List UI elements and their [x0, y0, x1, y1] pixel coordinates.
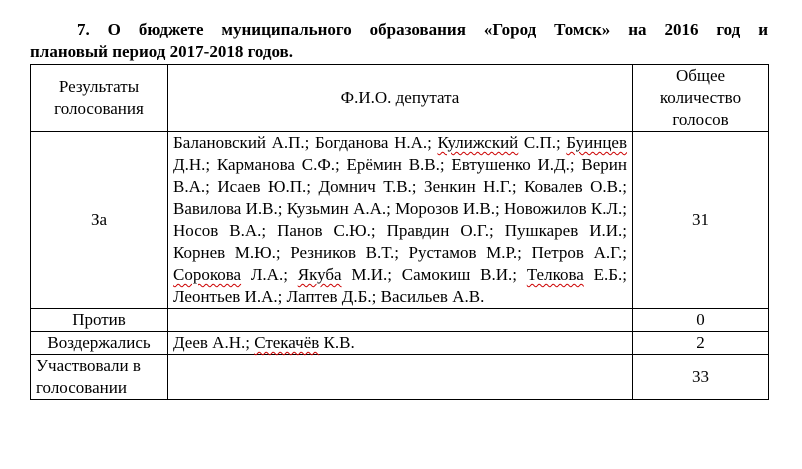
vote-count: 33	[633, 355, 769, 400]
table-header-row	[31, 65, 769, 132]
vote-count: 0	[633, 309, 769, 332]
names-segment-marked: Якуба	[297, 265, 342, 284]
names-segment: Л.А.;	[241, 265, 298, 284]
names-segment-marked: Сорокова	[173, 265, 242, 284]
deputy-names-cell	[168, 309, 633, 332]
header-deputy-name: Ф.И.О. депутата	[168, 65, 633, 132]
names-segment-marked: Телкова	[526, 265, 584, 284]
deputy-names-cell	[168, 332, 633, 355]
table-row-for	[31, 132, 769, 309]
names-segment-marked: Стекачёв	[254, 333, 320, 352]
vote-count: 31	[633, 132, 769, 309]
table-row-participated	[31, 355, 769, 400]
names-segment: Балановский А.П.; Богданова Н.А.;	[173, 133, 438, 152]
result-label: Участвовали в голосовании	[31, 355, 168, 400]
names-segment: С.П.;	[518, 133, 567, 152]
result-label: Воздержались	[31, 332, 168, 355]
names-segment: М.И.; Самокиш В.И.;	[341, 265, 527, 284]
result-label: Против	[31, 309, 168, 332]
names-segment-marked: Буинцев	[566, 133, 628, 152]
deputy-names-cell	[168, 355, 633, 400]
table-row-against	[31, 309, 769, 332]
header-total-votes: Общее количество голосов	[633, 65, 769, 132]
deputy-names-cell	[168, 132, 633, 309]
names-segment: Д.Н.; Карманова С.Ф.; Ерёмин В.В.; Евтушенко И.Д.; Верин В.А.; Исаев Ю.П.; Домнич Т.В.; Зенкин Н.Г.; Ковалев О.В.; Вавилова И.В.; Кузьмин А.А.; Морозов И.В.; Новожилов К.Л.; Носов В.А.; Панов С.Ю.; Правдин О.Г.; Пушкарев И.И.; Корнев М.Ю.; Резников В.Т.; Рустамов М.Р.; Петров А.Г.;	[173, 155, 627, 262]
names-segment: Деев А.Н.;	[173, 333, 255, 352]
table-row-abstained	[31, 332, 769, 355]
voting-results-table	[30, 64, 769, 400]
heading-line-2: плановый период 2017-2018 годов.	[30, 42, 293, 61]
agenda-item-heading	[30, 19, 768, 63]
names-segment: Е.Б.; Леонтьев И.А.; Лаптев Д.Б.; Васильев А.В.	[173, 265, 627, 306]
result-label: За	[31, 132, 168, 309]
names-segment: К.В.	[319, 333, 355, 352]
heading-line-1: 7. О бюджете муниципального образования «Город Томск» на 2016 год и	[77, 20, 768, 39]
vote-count: 2	[633, 332, 769, 355]
names-segment-marked: Кулижский	[437, 133, 519, 152]
header-results: Результаты голосования	[31, 65, 168, 132]
